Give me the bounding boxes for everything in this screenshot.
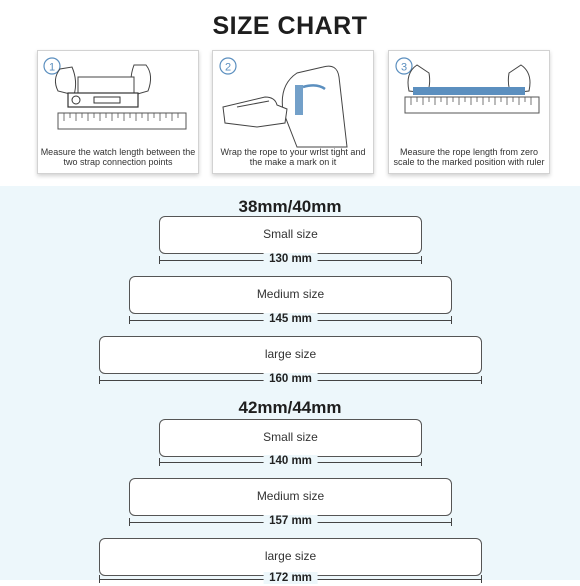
step-number-1: 1 bbox=[48, 61, 56, 74]
step-2-card bbox=[212, 50, 374, 174]
length-marker bbox=[99, 572, 482, 586]
length-marker bbox=[159, 253, 422, 267]
length-value: 130 mm bbox=[263, 253, 318, 265]
size-label: Small size bbox=[263, 430, 318, 444]
band-medium-42 bbox=[129, 478, 452, 516]
step-3-card bbox=[388, 50, 550, 174]
length-marker bbox=[129, 515, 452, 529]
band-small-38 bbox=[159, 216, 422, 254]
band-medium-38 bbox=[129, 276, 452, 314]
length-marker bbox=[129, 313, 452, 327]
length-value: 157 mm bbox=[263, 515, 318, 527]
section-heading-38-40: 38mm/40mm bbox=[238, 197, 342, 216]
section-heading-42-44: 42mm/44mm bbox=[238, 398, 342, 417]
length-value: 160 mm bbox=[263, 373, 318, 385]
length-value: 145 mm bbox=[263, 313, 318, 325]
size-label: Small size bbox=[263, 227, 318, 241]
step-number-3: 3 bbox=[400, 61, 408, 74]
step-1-card bbox=[37, 50, 199, 174]
length-marker bbox=[99, 373, 482, 387]
band-large-38 bbox=[99, 336, 482, 374]
band-large-42 bbox=[99, 538, 482, 576]
size-label: large size bbox=[264, 347, 317, 361]
size-label: large size bbox=[264, 549, 317, 563]
band-small-42 bbox=[159, 419, 422, 457]
page-title: SIZE CHART bbox=[212, 12, 368, 40]
step-number-2: 2 bbox=[224, 61, 232, 74]
size-label: Medium size bbox=[256, 287, 325, 301]
step-2-caption: Wrap the rope to your wrlst tight and the make a mark on it bbox=[220, 147, 366, 167]
length-value: 140 mm bbox=[263, 455, 318, 467]
length-value: 172 mm bbox=[263, 572, 318, 584]
length-marker bbox=[159, 455, 422, 469]
step-1-caption: Measure the watch length between the two strap connection points bbox=[40, 147, 196, 167]
size-label: Medium size bbox=[256, 489, 325, 503]
step-3-caption: Measure the rope length from zero scale to the marked position with ruler bbox=[393, 147, 545, 167]
